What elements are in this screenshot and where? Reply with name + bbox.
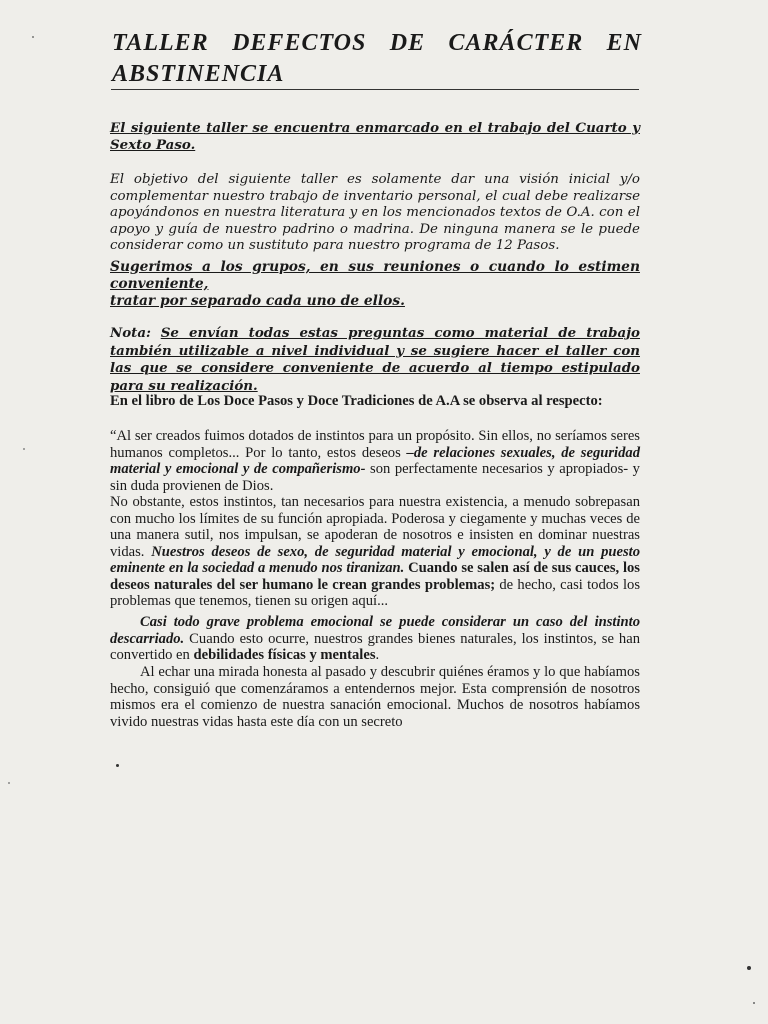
- quote-text: Cuando esto ocurre, nuestros grandes bienes naturales, los instintos, se han convertido en: [110, 630, 640, 663]
- scan-speck: [747, 966, 751, 970]
- quote-text: No obstante, estos instintos, tan necesarios para nuestra existencia, a menudo sobrepasan con mucho los límites de su función apropiada. Poderosa y ciegamente y muchas veces de una manera sutil, nos impulsan, se apoderan de nosotros e insisten en dominar nuestras vidas.: [110, 494, 640, 560]
- suggestion-text-2: tratar por separado cada uno de ellos.: [110, 293, 405, 309]
- scan-speck: [753, 1002, 755, 1004]
- suggestion-text: Sugerimos a los grupos, en sus reuniones o cuando lo estimen conveniente,: [110, 259, 640, 292]
- objective-paragraph: El objetivo del siguiente taller es solamente dar una visión inicial y/o complementar nuestro trabajo de inventario personal, el cual debe realizarse apoyándonos en nuestra literatura y en los mencionados textos de O.A. con el apoyo y guía de nuestro padrino o madrina. De ninguna manera se le puede considerar como un sustituto para nuestro programa de 12 Pasos.: [110, 172, 640, 253]
- quote-text: .: [375, 647, 380, 663]
- scan-speck: [116, 764, 119, 767]
- quote-bold: debilidades físicas y mentales: [193, 647, 376, 663]
- quote-bold: Cuando se salen así de sus cauces, los deseos naturales del ser humano le crean grandes problemas;: [110, 560, 640, 593]
- intro-paragraph: El siguiente taller se encuentra enmarcado en el trabajo del Cuarto y Sexto Paso.: [110, 120, 640, 153]
- quote-emphasis: Nuestros deseos de sexo, de seguridad material y emocional, y de un puesto eminente en la sociedad a menudo nos tiranizan.: [110, 543, 640, 576]
- quote-paragraph-2: [110, 494, 640, 610]
- quote-text: son perfectamente necesarios y apropiados- y sin duda provienen de Dios.: [110, 461, 640, 494]
- book-heading: En el libro de Los Doce Pasos y Doce Tradiciones de A.A se observa al respecto:: [110, 393, 603, 409]
- quote-paragraph-3: [110, 614, 640, 664]
- note-paragraph: [110, 325, 640, 395]
- note-label: Nota:: [110, 325, 151, 341]
- scan-speck: [23, 448, 25, 450]
- title-underline: [111, 89, 639, 90]
- quote-emphasis: –de relaciones sexuales, de seguridad material y emocional y de compañerismo-: [110, 444, 640, 477]
- scan-speck: [32, 36, 34, 38]
- quote-text: de hecho, casi todos los problemas que tenemos, tienen su origen aquí...: [110, 576, 640, 609]
- quote-text: “Al ser creados fuimos dotados de instintos para un propósito. Sin ellos, no seríamos seres humanos completos... Por lo tanto, estos deseos: [110, 428, 640, 461]
- quote-paragraph-4: Al echar una mirada honesta al pasado y descubrir quiénes éramos y lo que habíamos hecho, consiguió que comenzáramos a entendernos mejor. Esta comprensión de nosotros mismos era el comienzo de nuestra sanación emocional. Muchos de nosotros habíamos vivido nuestras vidas hasta este día con un secreto: [110, 664, 640, 730]
- note-text: Se envían todas estas preguntas como material de trabajo también utilizable a nivel individual y se sugiere hacer el taller con las que se considere conveniente de acuerdo al tiempo estipulado para su realización.: [110, 325, 640, 394]
- scan-speck: [8, 782, 10, 784]
- page-title: TALLER DEFECTOS DE CARÁCTER EN ABSTINENCIA: [112, 30, 642, 87]
- quote-emphasis: Casi todo grave problema emocional se puede considerar un caso del instinto descarriado.: [110, 614, 640, 647]
- quote-paragraph-1: [110, 428, 640, 494]
